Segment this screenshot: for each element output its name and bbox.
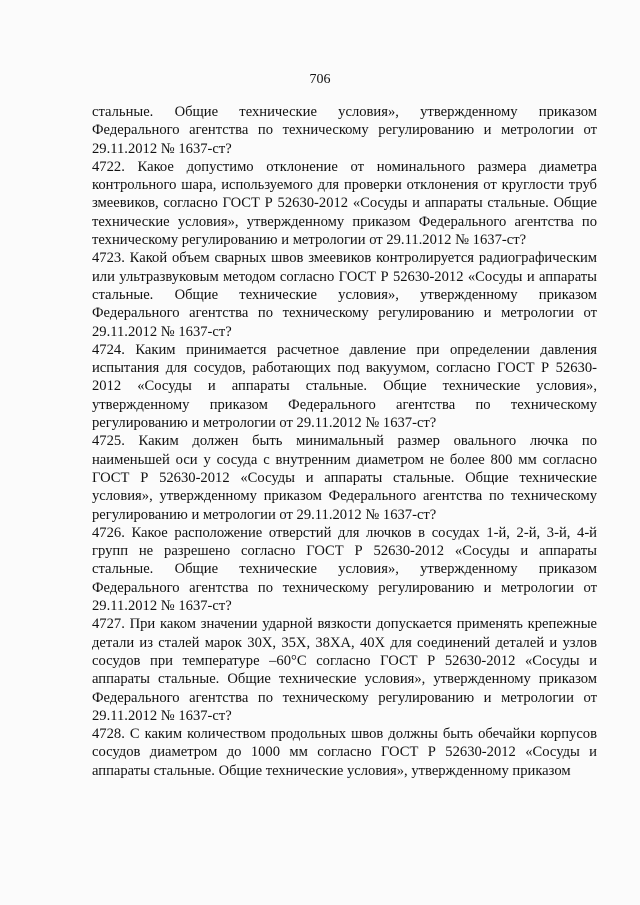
question-4724: 4724. Каким принимается расчетное давление при определении давления испытания для сосудов, работающих под вакуумом, согласно ГОСТ Р 52630-2012 «Сосуды и аппараты стальные. Общие технические условия», утвержденному приказом Федерального агентства по техническому регулированию и метрологии от 29.11.2012 № 1637-ст? [92,341,597,432]
question-4726: 4726. Какое расположение отверстий для лючков в сосудах 1-й, 2-й, 3-й, 4-й групп не разрешено согласно ГОСТ Р 52630-2012 «Сосуды и аппараты стальные. Общие технические условия», утвержденному приказом Федерального агентства по техническому регулированию и метрологии от 29.11.2012 № 1637-ст? [92,524,597,615]
question-4723: 4723. Какой объем сварных швов змеевиков контролируется радиографическим или ультразвуковым методом согласно ГОСТ Р 52630-2012 «Сосуды и аппараты стальные. Общие технические условия», утвержденному приказом Федерального агентства по техническому регулированию и метрологии от 29.11.2012 № 1637-ст? [92,250,597,340]
question-4727: 4727. При каком значении ударной вязкости допускается применять крепежные детали из сталей марок 30Х, 35Х, 38ХА, 40Х для соединений деталей и узлов сосудов при температуре –60°С согласно ГОСТ Р 52630-2012 «Сосуды и аппараты стальные. Общие технические условия», утвержденному приказом Федерального агентства по техническому регулированию и метрологии от 29.11.2012 № 1637-ст? [92,616,597,724]
paragraph-continuation: стальные. Общие технические условия», утвержденному приказом Федерального агентства по техническому регулированию и метрологии от 29.11.2012 № 1637-ст? [92,104,597,157]
question-4722: 4722. Какое допустимо отклонение от номинального размера диаметра контрольного шара, используемого для проверки отклонения от круглости труб змеевиков, согласно ГОСТ Р 52630-2012 «Сосуды и аппараты стальные. Общие технические условия», утвержденному приказом Федерального агентства по техническому регулированию и метрологии от 29.11.2012 № 1637-ст? [92,158,597,249]
document-body [92,103,597,780]
question-4725: 4725. Каким должен быть минимальный размер овального лючка по наименьшей оси у сосуда с внутренним диаметром не более 800 мм согласно ГОСТ Р 52630-2012 «Сосуды и аппараты стальные. Общие технические условия», утвержденному приказом Федерального агентства по техническому регулированию и метрологии от 29.11.2012 № 1637-ст? [92,433,597,523]
page-number: 706 [309,72,331,87]
question-4728: 4728. С каким количеством продольных швов должны быть обечайки корпусов сосудов диаметром до 1000 мм согласно ГОСТ Р 52630-2012 «Сосуды и аппараты стальные. Общие технические условия», утвержденному приказом [92,726,597,779]
